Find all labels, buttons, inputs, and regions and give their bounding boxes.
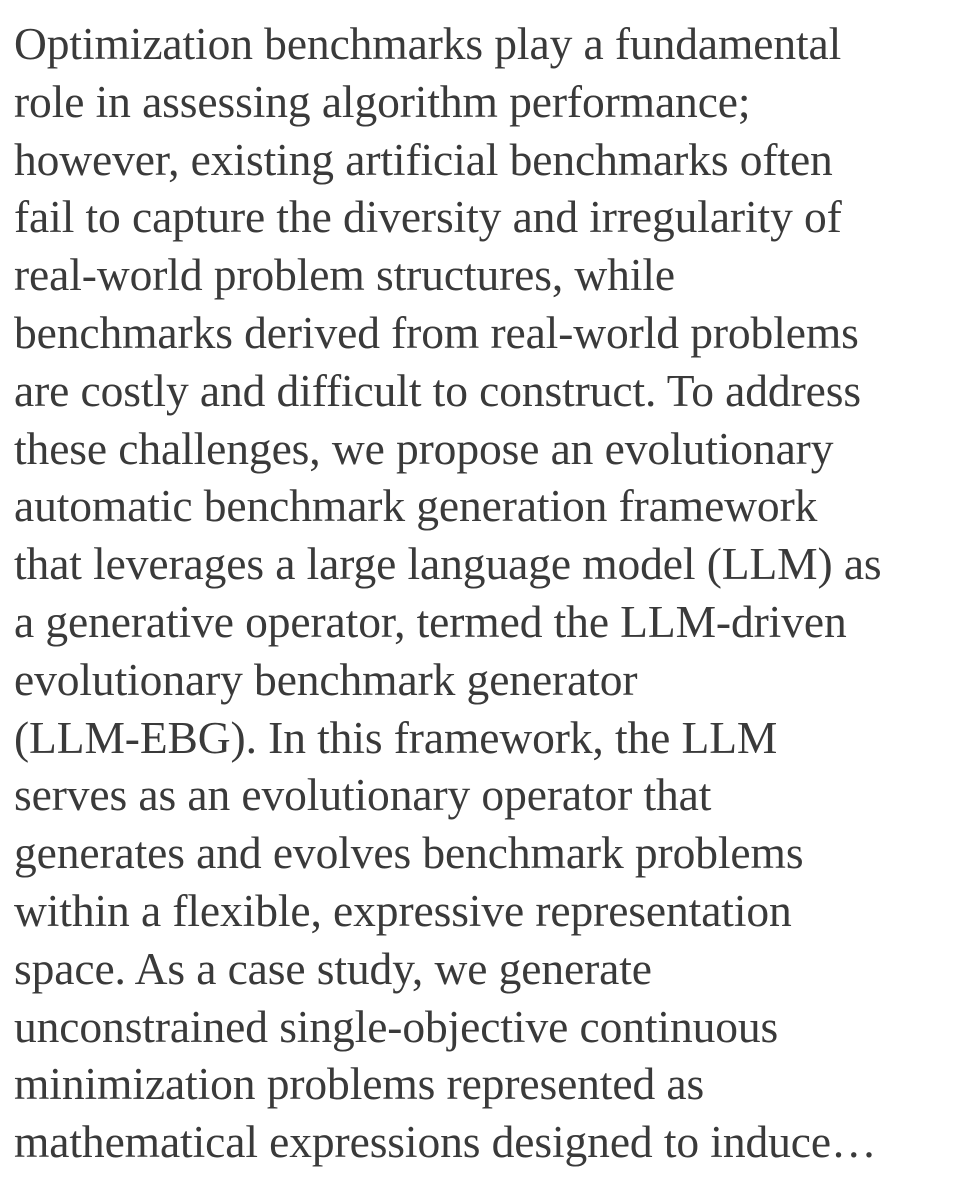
text-line: Optimization benchmarks play a fundamental [14, 18, 842, 69]
text-line: within a flexible, expressive representation [14, 884, 792, 936]
text-line: that leverages a large language model (LLM) as [14, 538, 882, 590]
text-line: mathematical expressions designed to induce… [14, 1116, 877, 1168]
text-line: fail to capture the diversity and irregularity of [14, 191, 842, 243]
text-line: a generative operator, termed the LLM-driven [14, 595, 847, 647]
text-line: evolutionary benchmark generator [14, 653, 638, 705]
text-line: space. As a case study, we generate [14, 942, 652, 994]
text-line: (LLM-EBG). In this framework, the LLM [14, 711, 778, 763]
text-line: however, existing artificial benchmarks often [14, 133, 833, 185]
text-line: benchmarks derived from real-world problems [14, 306, 859, 358]
text-line: minimization problems represented as [14, 1058, 705, 1110]
text-line: automatic benchmark generation framework [14, 480, 818, 532]
abstract-text [14, 15, 954, 1171]
text-line: are costly and difficult to construct. To address [14, 364, 861, 416]
text-line: these challenges, we propose an evolutionary [14, 422, 834, 474]
text-line: generates and evolves benchmark problems [14, 827, 804, 879]
text-line: role in assessing algorithm performance; [14, 75, 751, 127]
text-line: unconstrained single-objective continuous [14, 1000, 779, 1052]
text-line: real-world problem structures, while [14, 249, 675, 301]
text-line: serves as an evolutionary operator that [14, 769, 712, 821]
